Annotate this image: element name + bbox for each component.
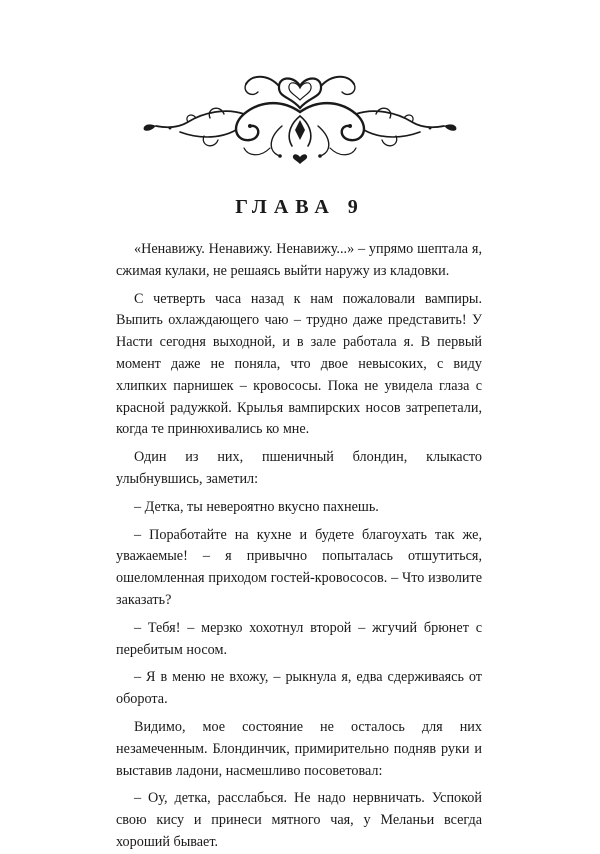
paragraph: – Поработайте на кухне и будете благоухать так же, уважаемые! – я привычно попыталась отшутиться, ошеломленная приходом гостей-кровососов. – Что изволите заказать? <box>116 526 482 608</box>
paragraph: С четверть часа назад к нам пожаловали вампиры. Выпить охлаждающего чаю – трудно даже представить! У Насти сегодня выходной, и в зале работала я. В первый момент даже не поняла, что двое невысоких, с виду хлипких парнишек – кровососы. Пока не увидела глаза с красной радужкой. Крылья вампирских носов затрепетали, когда те принюхивались ко мне. <box>116 290 482 438</box>
paragraph: Один из них, пшеничный блондин, клыкасто улыбнувшись, заметил: <box>116 449 482 487</box>
ornament-flourish-icon <box>140 68 460 166</box>
paragraph: «Ненавижу. Ненавижу. Ненавижу...» – упрямо шептала я, сжимая кулаки, не решаясь выйти наружу из кладовки. <box>116 241 482 279</box>
paragraph: – Оу, детка, расслабься. Не надо нервничать. Успокой свою кису и принеси мятного чая, у Меланьи всегда хороший бывает. <box>116 790 482 850</box>
paragraph: – Я в меню не вхожу, – рыкнула я, едва сдерживаясь от оборота. <box>116 669 482 708</box>
paragraph: – Тебя! – мерзко хохотнул второй – жгучий брюнет с перебитым носом. <box>116 619 482 658</box>
paragraph: Видимо, мое состояние не осталось для них незамеченным. Блондинчик, примирительно подняв руки и выставив ладони, насмешливо посоветовал: <box>116 718 482 779</box>
chapter-body <box>116 239 482 854</box>
chapter-title: ГЛАВА 9 <box>235 196 365 218</box>
paragraph: – Детка, ты невероятно вкусно пахнешь. <box>134 498 379 515</box>
